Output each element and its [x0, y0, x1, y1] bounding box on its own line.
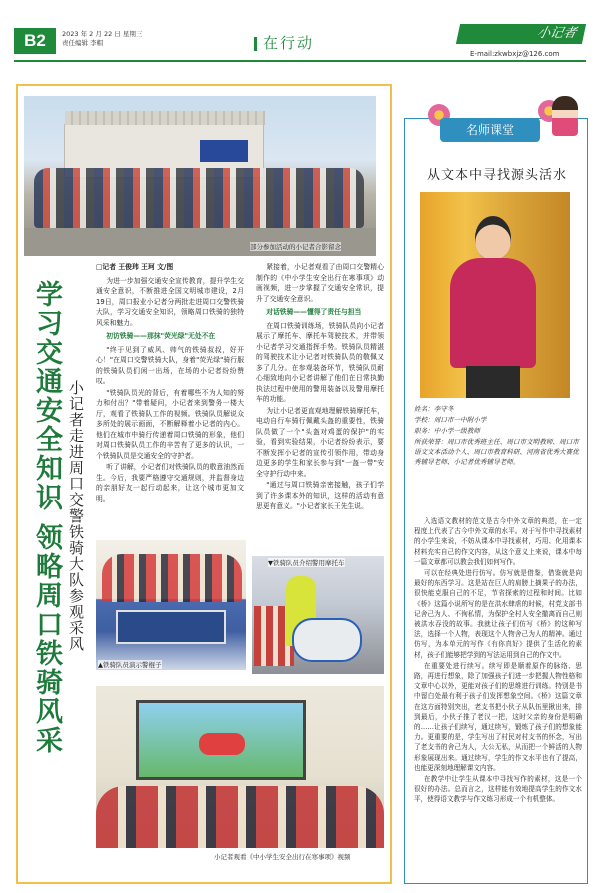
teacher-article-body — [414, 516, 582, 878]
bio-honors: 所获荣誉：周口市优秀班主任、周口市文明教师、周口市语文文本活动个人、周口市教育科研、河南省优秀大赛优秀辅导老师、小记者优秀辅导老师。 — [414, 438, 579, 466]
baton-demo-photo — [96, 540, 246, 670]
motorcycle-photo — [252, 556, 384, 674]
contact-email: E-mail:zkwbxjz@126.com — [470, 50, 560, 58]
brand-banner — [456, 24, 586, 44]
article-paragraph: "通过与周口铁骑亲密接触，孩子们学到了许多课本外的知识，这样的活动有意思更有意义。"小记者家长王先生说。 — [256, 481, 384, 510]
section-divider — [254, 37, 257, 51]
article-byline: □记者 王俊玮 王珂 文/图 — [96, 263, 174, 271]
article-paragraph: 紧接着，小记者观看了由周口交警精心制作的《中小学生安全出行在寒事项》动画视频，进一步掌握了交通安全常识，提升了交通安全意识。 — [256, 263, 384, 303]
teacher-column-tab: 名师课堂 — [440, 118, 540, 142]
photo-screen-bike — [199, 733, 245, 755]
date-editor-line — [62, 30, 142, 48]
baton-demo-caption: ▲铁骑队员演示警棍子 — [98, 661, 162, 669]
girl-illustration-icon — [552, 96, 578, 136]
group-photo-caption: 部分参加活动的小记者合影留念 — [250, 243, 341, 251]
bio-name: 姓名：李守冬 — [414, 405, 454, 413]
teacher-paragraph: 在重要处进行续写。续写即是顺着原作的脉络、思路，再进行想象，除了加强孩子们进一步把握人物性格和文章中心以外，更能对孩子们的思维进行训练。特别是书中留白处最有利于孩子们发挥想象空间。《桥》这篇文章在这方面特别突出，老支书把小伙子从队伍里揪出来，排到最后，小伙子推了老汉一把，这时父亲的身份是明确的……让孩子们续写，通过续写，锻炼了孩子们的想象能力。更重要的是，学生写出了村民对村支书的怀念，写出了老支书的舍己为人，大公无私，从而把一个鲜活的人物形象展现出来。通过续写，学生的作文水平也有了提高，也能更深刻地理解课文内容。 — [414, 661, 582, 772]
group-photo — [24, 96, 376, 256]
photo-screen — [136, 700, 306, 780]
photo-motorcycle — [292, 618, 362, 662]
article-paragraph: 听了讲解，小记者们对铁骑队员的敬意油然而生。今后，我要严格遵守交通规则，并监督身边的亲朋好友一起行动起来，让这个城市更加文明。 — [96, 463, 244, 503]
article-subheading: 初访铁骑——那抹"荧光绿"无处不在 — [106, 332, 216, 340]
bio-title: 职务：中小学一级教师 — [414, 427, 480, 435]
article-column-2 — [256, 262, 384, 530]
teacher-article-title: 从文本中寻找源头活水 — [426, 168, 567, 183]
brand-text: 小记者 — [535, 26, 578, 41]
photo-table — [116, 610, 226, 644]
page-number-badge: B2 — [14, 28, 56, 54]
teacher-paragraph: 在教学中让学生从课本中寻找写作的素材，这是一个很好的办法。总而言之，这样能有效地提高学生的作文水平，使得语文教学与作文练习形成一个有机整体。 — [414, 775, 582, 804]
article-paragraph: 为进一步加强交通安全宣传教育，提升学生交通安全意识，不断推进全国文明城市建设，2月19日，周口报业小记者分两批走进周口交警铁骑大队，学习交通安全知识，领略周口铁骑的独特风采和魅力。 — [96, 276, 244, 327]
editor-credit: 责任编辑 李帽 — [62, 39, 104, 47]
article-column-1 — [96, 262, 244, 530]
photo-children — [102, 554, 242, 602]
bio-school: 学校：周口市一中附小学 — [414, 416, 487, 424]
article-subhead: 小记者走进周口交警铁骑大队参观采风 — [67, 380, 85, 652]
photo-children — [96, 786, 384, 848]
motorcycle-caption: ▼铁骑队员介绍警用摩托车 — [268, 559, 345, 567]
article-paragraph: "铁骑队员光的背后，有着哪些不为人知的努力和付出？"带着疑问，小记者来到警务一楼大厅，观看了铁骑队工作的视频。铁骑队员解说众多所处的展示画面，不断解释着小记者的内心。他们在城市中骑行传递着周口铁骑的形象，他们对周口铁骑队员工作的辛苦有了更多的认识，一个铁骑队员是交通安全的守护者。 — [96, 388, 244, 460]
teacher-bio — [414, 404, 582, 468]
header-divider — [14, 60, 586, 62]
teacher-portrait — [420, 192, 570, 398]
portrait-body — [450, 258, 536, 368]
teacher-paragraph: 可以在经典处进行仿写。仿写就是借鉴，借鉴就是向最好的东西学习。这是站在巨人的肩膀上摘果子的办法，很快能克服自己的不足，节省探索的过程和时间。比如《桥》这篇小说所写的是在洪水肆虐的时候，村党支部书记舍己为人、不徇私情，为保护全村人安全撤离而自己则被洪水吞没的故事。我就让孩子们仿写《桥》的这种写法，选择一个人物，表现这个人物舍己为人的精神。通过仿写，为本单元的写作《有你真好》提供了生活化的素材，孩子们能够把学到的写法运用到自己的作文中。 — [414, 569, 582, 659]
video-watching-caption: 小记者观看《中小学生安全出行在寒事项》视频 — [214, 853, 351, 861]
article-headline: 学习交通安全知识 领略周口铁骑风采 — [31, 280, 62, 756]
publication-date: 2023 年 2 月 22 日 星期三 — [62, 30, 143, 38]
section-title-text: 在行动 — [263, 34, 315, 52]
section-title — [248, 32, 314, 53]
article-subheading: 对话铁骑——懂得了责任与担当 — [266, 308, 362, 316]
photo-banner — [200, 140, 248, 162]
article-paragraph: 为让小记者更直观地理解铁骑摩托车，电动自行车骑行佩戴头盔的重要性，铁骑队员做了一个"头盔对鸡蛋的保护"的实验，看到实验结果，小记者纷纷表示，要不断发挥小记者的宣传引领作用，带动身边更多的学生和家长参与到"一盔一带"安全守护行动中来。 — [256, 406, 384, 478]
page-header — [0, 0, 600, 68]
article-paragraph: "终于见到了威风、帅气的铁骑叔叔，好开心！"在周口交警铁骑大队，身着"荧光绿"骑行服的铁骑队员们闲一出场，在场的小记者纷纷赞叹。 — [96, 345, 244, 385]
portrait-legs — [466, 366, 520, 398]
photo-crowd — [34, 168, 364, 228]
article-paragraph: 在周口铁骑训练场，铁骑队员向小记者展示了摩托车、摩托车驾驶技术，并带领小记者学习交通指挥手势。铁骑队员精湛的驾驶技术让小记者对铁骑队员的敬佩又多了几分。在参观装备环节，铁骑队员耐心细致地向小记者讲解了他们在日常执勤执法过程中使用的警用装备以及警用摩托车的功能。 — [256, 321, 384, 403]
portrait-head — [475, 216, 511, 260]
teacher-paragraph: 入选语文教材的范文是古今中外文章的典范，在一定程度上代表了古今中外文章的水平。对于写作中寻找素材的小学生来说，不妨从课本中寻找素材，巧用、化用课本材料充实自己的作文内容，从这个意义上来说，课本中每一篇文章都可以教会我们如何写作。 — [414, 517, 582, 566]
video-watching-photo — [96, 686, 384, 848]
